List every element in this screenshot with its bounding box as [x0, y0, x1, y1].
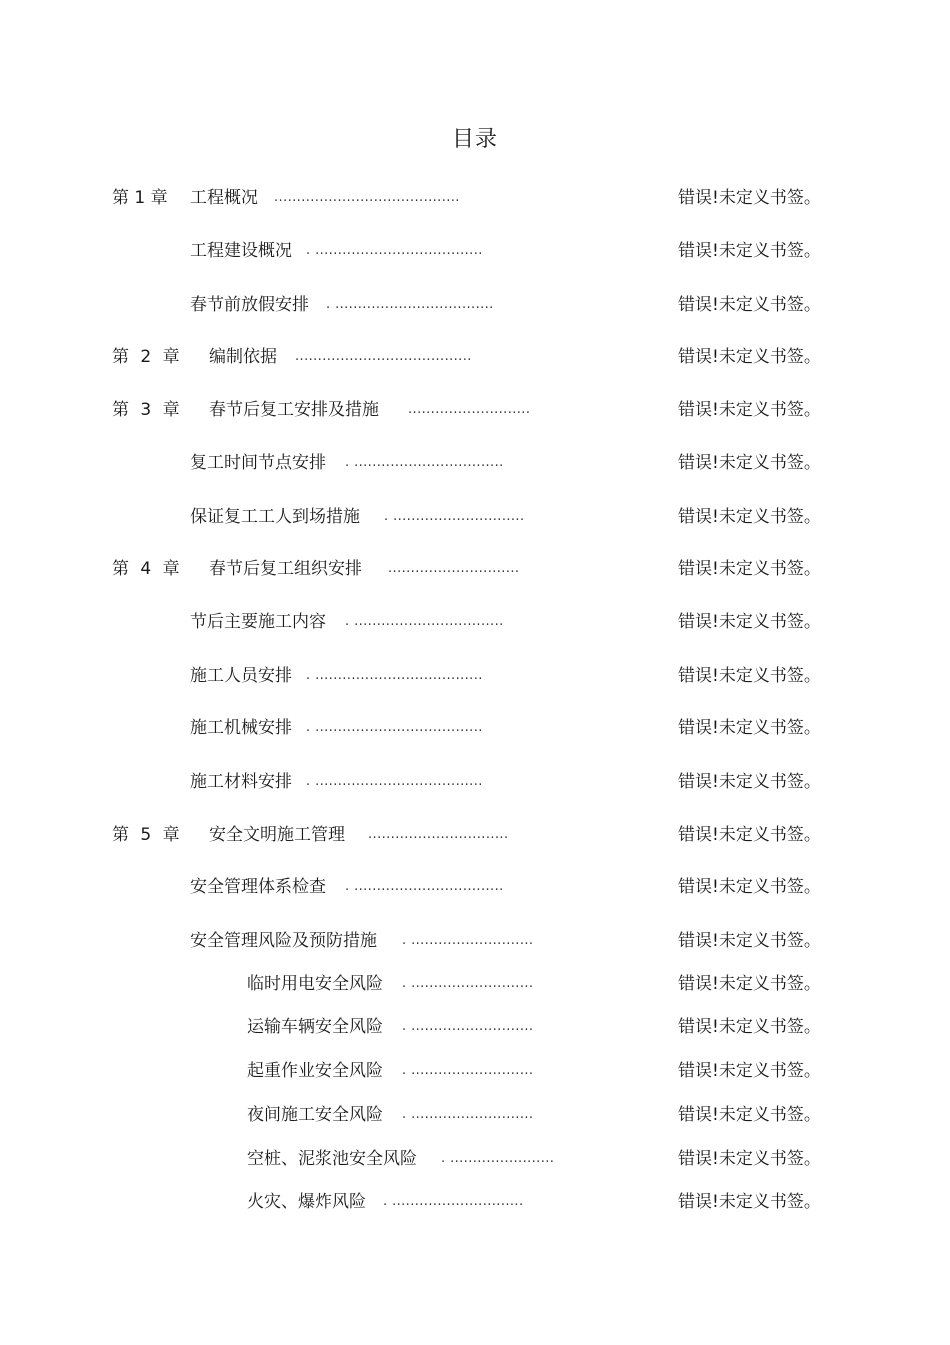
toc-row[interactable]	[0, 450, 950, 476]
dot-leader: . .......................	[441, 1151, 555, 1166]
page-reference: 错误!未定义书签。	[678, 188, 821, 208]
page-reference: 错误!未定义书签。	[678, 666, 821, 686]
dot-leader: . ...........................	[402, 933, 534, 948]
toc-row[interactable]	[0, 874, 950, 900]
page-reference: 错误!未定义书签。	[678, 877, 821, 897]
page-reference: 错误!未定义书签。	[678, 931, 821, 951]
dot-leader: . .....................................	[306, 243, 483, 258]
dot-leader: . ...........................	[402, 1019, 534, 1034]
page-reference: 错误!未定义书签。	[678, 241, 821, 261]
dot-leader: . .................................	[345, 455, 504, 470]
toc-entry-title: 空桩、泥浆池安全风险	[247, 1149, 417, 1169]
toc-row[interactable]	[0, 971, 950, 997]
toc-row[interactable]	[0, 1102, 950, 1128]
chapter-number: 第 1 章	[112, 188, 168, 208]
toc-entry-title: 工程概况	[190, 188, 258, 208]
toc-row[interactable]	[0, 397, 950, 423]
toc-entry-title: 复工时间节点安排	[190, 453, 326, 473]
toc-row[interactable]	[0, 292, 950, 318]
page-reference: 错误!未定义书签。	[678, 718, 821, 738]
toc-row[interactable]	[0, 238, 950, 264]
toc-entry-title: 临时用电安全风险	[247, 974, 383, 994]
chapter-number: 第 5 章	[112, 825, 180, 845]
dot-leader: . .....................................	[306, 774, 483, 789]
toc-entry-title: 春节后复工安排及措施	[209, 400, 379, 420]
toc-row[interactable]	[0, 928, 950, 954]
toc-row[interactable]	[0, 344, 950, 370]
toc-row[interactable]	[0, 715, 950, 741]
toc-entry-title: 安全管理风险及预防措施	[190, 931, 377, 951]
dot-leader: . ...........................	[402, 976, 534, 991]
page-reference: 错误!未定义书签。	[678, 1061, 821, 1081]
dot-leader: . .............................	[383, 1194, 524, 1209]
page-title: 目录	[451, 127, 498, 152]
toc-entry-title: 夜间施工安全风险	[247, 1105, 383, 1125]
page-reference: 错误!未定义书签。	[678, 1192, 821, 1212]
toc-entry-title: 春节后复工组织安排	[209, 559, 362, 579]
toc-row[interactable]	[0, 769, 950, 795]
dot-leader: . ...........................	[402, 1063, 534, 1078]
dot-leader: .............................	[388, 561, 520, 576]
page-reference: 错误!未定义书签。	[678, 974, 821, 994]
page-reference: 错误!未定义书签。	[678, 453, 821, 473]
toc-entry-title: 保证复工工人到场措施	[190, 507, 360, 527]
chapter-number: 第 4 章	[112, 559, 180, 579]
toc-entry-title: 春节前放假安排	[190, 295, 309, 315]
toc-row[interactable]	[0, 663, 950, 689]
dot-leader: . .................................	[345, 879, 504, 894]
toc-row[interactable]	[0, 1189, 950, 1215]
toc-entry-title: 施工人员安排	[190, 666, 292, 686]
toc-entry-title: 安全文明施工管理	[209, 825, 345, 845]
toc-entry-title: 安全管理体系检查	[190, 877, 326, 897]
toc-entry-title: 火灾、爆炸风险	[247, 1192, 366, 1212]
toc-row[interactable]	[0, 822, 950, 848]
toc-entry-title: 施工材料安排	[190, 772, 292, 792]
toc-row[interactable]	[0, 609, 950, 635]
toc-entry-title: 运输车辆安全风险	[247, 1017, 383, 1037]
dot-leader: . .....................................	[306, 720, 483, 735]
page-reference: 错误!未定义书签。	[678, 507, 821, 527]
chapter-number: 第 2 章	[112, 347, 180, 367]
page-reference: 错误!未定义书签。	[678, 825, 821, 845]
toc-row[interactable]	[0, 1146, 950, 1172]
toc-entry-title: 施工机械安排	[190, 718, 292, 738]
dot-leader: . .............................	[384, 509, 525, 524]
toc-row[interactable]	[0, 185, 950, 211]
dot-leader: ...........................	[408, 402, 531, 417]
page-reference: 错误!未定义书签。	[678, 772, 821, 792]
dot-leader: .........................................	[274, 190, 460, 205]
page-reference: 错误!未定义书签。	[678, 559, 821, 579]
toc-row[interactable]	[0, 504, 950, 530]
toc-entry-title: 工程建设概况	[190, 241, 292, 261]
toc-row[interactable]	[0, 1058, 950, 1084]
page-reference: 错误!未定义书签。	[678, 1017, 821, 1037]
page-reference: 错误!未定义书签。	[678, 1105, 821, 1125]
page-reference: 错误!未定义书签。	[678, 400, 821, 420]
toc-entry-title: 起重作业安全风险	[247, 1061, 383, 1081]
dot-leader: . .................................	[345, 614, 504, 629]
chapter-number: 第 3 章	[112, 400, 180, 420]
page-reference: 错误!未定义书签。	[678, 347, 821, 367]
toc-entry-title: 节后主要施工内容	[190, 612, 326, 632]
dot-leader: . .....................................	[306, 668, 483, 683]
dot-leader: . ...................................	[326, 297, 494, 312]
dot-leader: .......................................	[295, 349, 472, 364]
toc-row[interactable]	[0, 556, 950, 582]
page-reference: 错误!未定义书签。	[678, 295, 821, 315]
dot-leader: . ...........................	[402, 1107, 534, 1122]
page-reference: 错误!未定义书签。	[678, 1149, 821, 1169]
toc-entry-title: 编制依据	[209, 347, 277, 367]
dot-leader: ...............................	[368, 827, 509, 842]
toc-row[interactable]	[0, 1014, 950, 1040]
page-reference: 错误!未定义书签。	[678, 612, 821, 632]
